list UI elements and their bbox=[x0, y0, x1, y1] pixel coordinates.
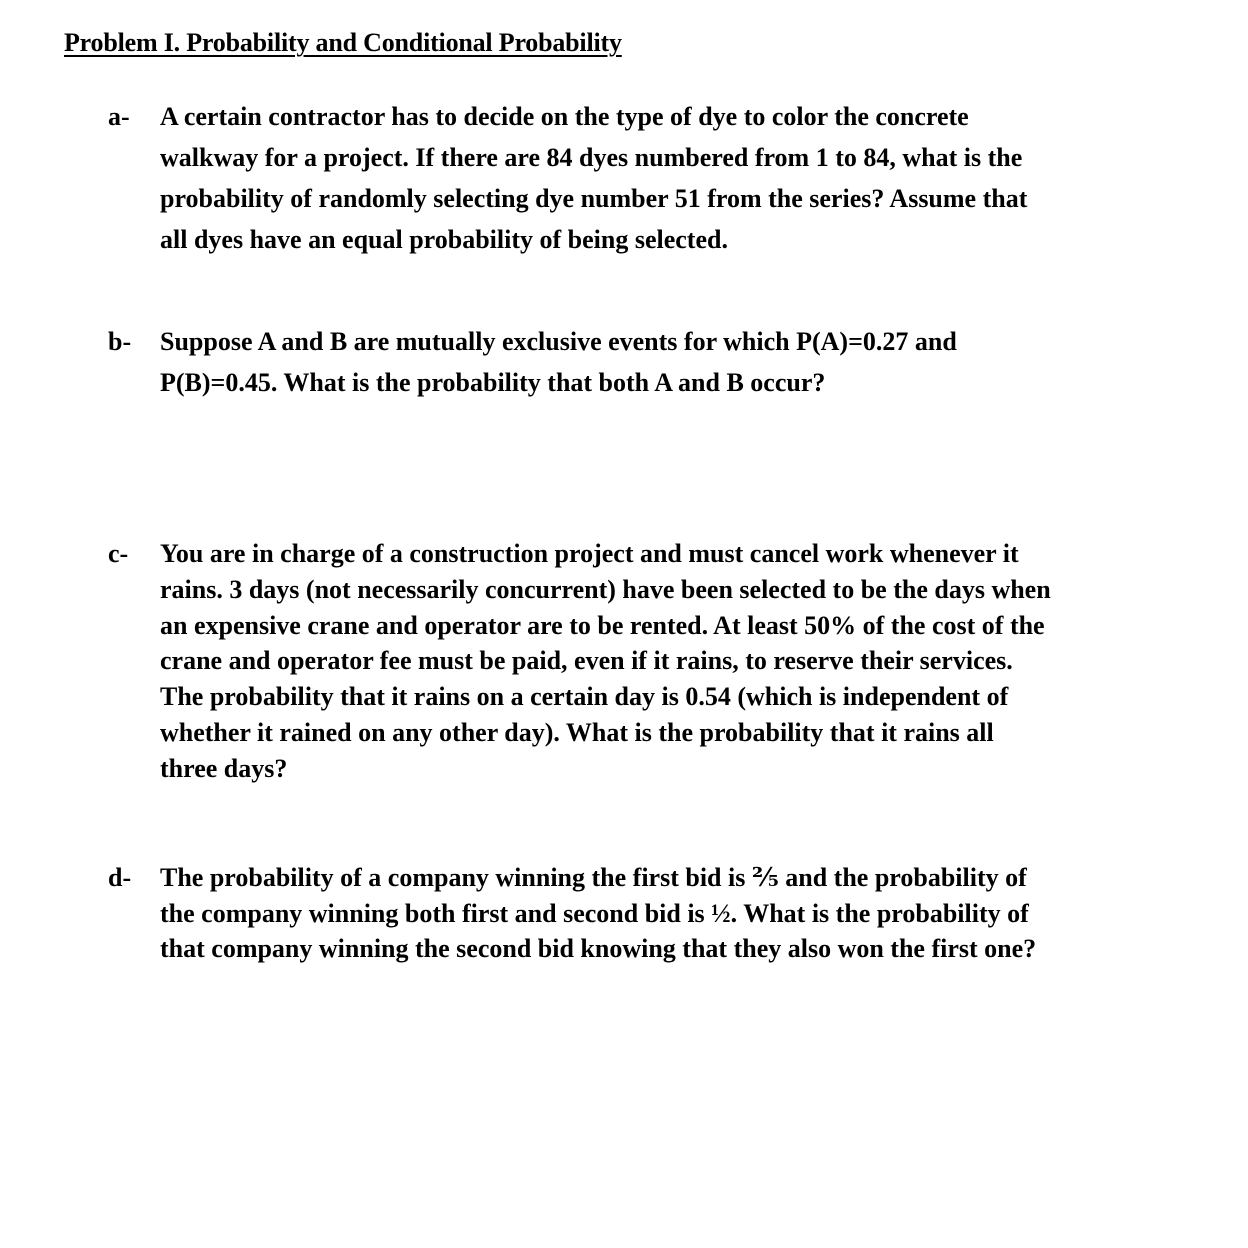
problem-text-line: an expensive crane and operator are to be rented. At least 50% of the cost of the bbox=[160, 611, 1045, 640]
problem-text-line: probability of randomly selecting dye number 51 from the series? Assume that bbox=[160, 184, 1028, 213]
problem-text-line: whether it rained on any other day). What is the probability that it rains all bbox=[160, 718, 994, 747]
problem-text-line: rains. 3 days (not necessarily concurrent) have been selected to be the days when bbox=[160, 575, 1051, 604]
page-title: Problem I. Probability and Conditional Probability bbox=[64, 28, 622, 57]
problem-text-line: all dyes have an equal probability of being selected. bbox=[160, 225, 728, 254]
problem-text-line: three days? bbox=[160, 754, 288, 783]
problem-label: c- bbox=[108, 539, 129, 568]
problem-label: b- bbox=[108, 327, 132, 356]
problem-text-line: crane and operator fee must be paid, even if it rains, to reserve their services. bbox=[160, 646, 1013, 675]
problem-text-line: The probability of a company winning the first bid is ⅖ and the probability of bbox=[160, 863, 1027, 892]
problem-label: a- bbox=[108, 102, 130, 131]
problem-label: d- bbox=[108, 863, 132, 892]
problem-text-line: The probability that it rains on a certain day is 0.54 (which is independent of bbox=[160, 682, 1009, 711]
problem-text-line: Suppose A and B are mutually exclusive events for which P(A)=0.27 and bbox=[160, 327, 957, 356]
problem-text-line: A certain contractor has to decide on the type of dye to color the concrete bbox=[160, 102, 969, 131]
problem-text-line: that company winning the second bid knowing that they also won the first one? bbox=[160, 934, 1037, 963]
problem-text-line: You are in charge of a construction project and must cancel work whenever it bbox=[160, 539, 1019, 568]
problem-text-line: P(B)=0.45. What is the probability that both A and B occur? bbox=[160, 368, 826, 397]
problem-text-line: the company winning both first and second bid is ½. What is the probability of bbox=[160, 899, 1029, 928]
problem-text-line: walkway for a project. If there are 84 dyes numbered from 1 to 84, what is the bbox=[160, 143, 1023, 172]
